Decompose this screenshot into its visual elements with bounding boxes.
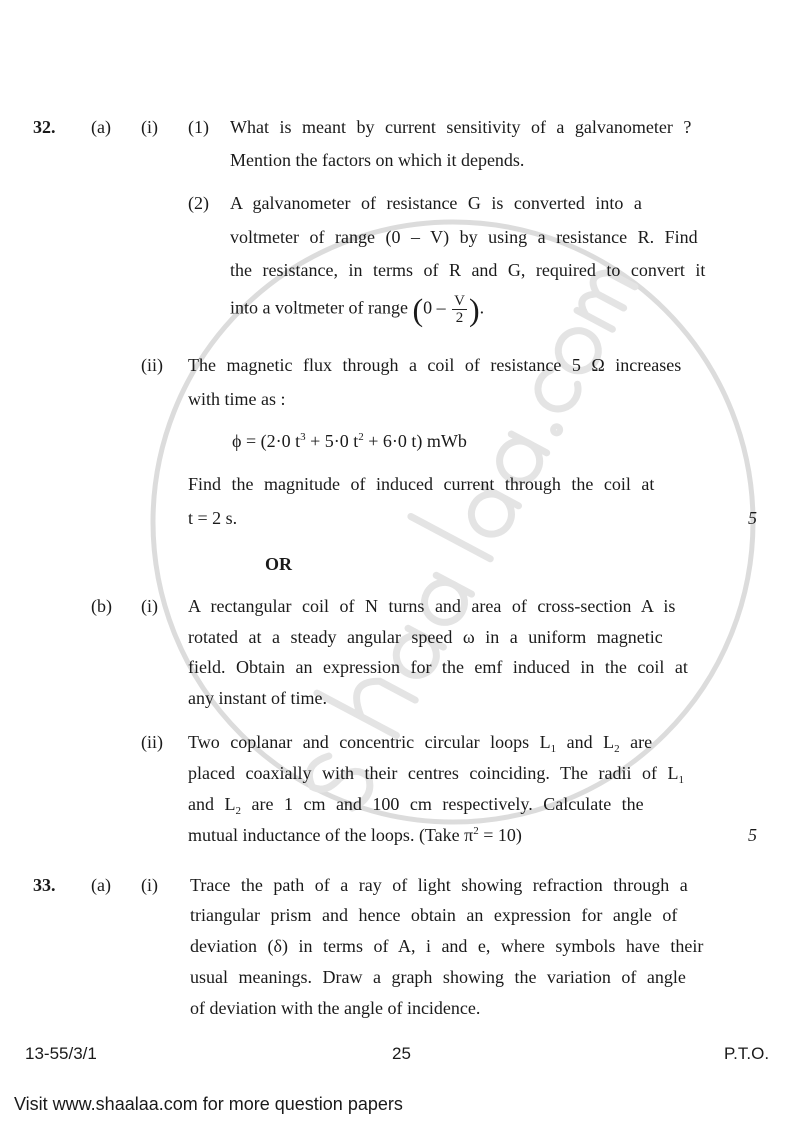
subscript: 1 <box>550 743 557 755</box>
paper-code: 13-55/3/1 <box>25 1044 97 1063</box>
question-number: 32. <box>33 117 56 137</box>
question-line: What is meant by current sensitivity of a galvanometer ? <box>230 117 692 137</box>
fraction-numerator: V <box>454 293 465 309</box>
question-line <box>188 731 652 753</box>
question-line: triangular prism and hence obtain an expression for angle of <box>190 905 678 925</box>
text: placed coaxially with their centres coinciding. The radii of L <box>188 763 679 783</box>
subscript: 2 <box>614 743 620 755</box>
text: are <box>619 732 653 752</box>
question-line: A rectangular coil of N turns and area of cross-section A is <box>188 596 676 616</box>
part-label: (a) <box>91 875 111 895</box>
question-line: any instant of time. <box>188 688 327 708</box>
question-line: The magnetic flux through a coil of resistance 5 Ω increases <box>188 355 682 375</box>
question-line: the resistance, in terms of R and G, required to convert it <box>230 260 706 280</box>
part-label: (b) <box>91 596 112 616</box>
paren-open: ( <box>412 291 424 328</box>
question-line: A galvanometer of resistance G is converted into a <box>230 193 642 213</box>
question-line: Mention the factors on which it depends. <box>230 150 525 170</box>
part-label: (a) <box>91 117 111 137</box>
question-line: t = 2 s. <box>188 508 238 528</box>
text: and L <box>556 732 615 752</box>
text: = 10) <box>478 825 522 845</box>
fraction-denominator: 2 <box>455 310 464 326</box>
question-number: 33. <box>33 875 56 895</box>
subpart-label: (ii) <box>141 355 163 375</box>
visit-link[interactable]: Visit www.shaalaa.com for more question papers <box>14 1094 403 1114</box>
formula-part: ϕ = (2·0 t <box>232 431 301 451</box>
formula-part: + 6·0 t) mWb <box>363 431 467 451</box>
question-line <box>188 793 644 815</box>
period: . <box>479 297 485 318</box>
question-line <box>230 293 484 326</box>
formula-exponent: 2 <box>358 431 364 443</box>
formula-exponent: 3 <box>300 431 306 443</box>
question-line: voltmeter of range (0 – V) by using a resistance R. Find <box>230 227 698 247</box>
question-line: Find the magnitude of induced current through the coil at <box>188 474 655 494</box>
question-line: Trace the path of a ray of light showing refraction through a <box>190 875 688 895</box>
line-text: into a voltmeter of range <box>230 297 408 318</box>
question-line: of deviation with the angle of incidence. <box>190 998 481 1018</box>
question-line: usual meanings. Draw a graph showing the variation of angle <box>190 967 686 987</box>
paren-close: ) <box>468 291 480 328</box>
item-label: (1) <box>188 117 209 137</box>
text: are 1 cm and 100 cm respectively. Calculate the <box>240 794 644 814</box>
question-line: field. Obtain an expression for the emf induced in the coil at <box>188 657 688 677</box>
question-line <box>188 762 684 784</box>
question-line: with time as : <box>188 389 286 409</box>
flux-formula <box>232 430 467 452</box>
watermark-logo <box>277 245 637 812</box>
text: and L <box>188 794 236 814</box>
fraction <box>452 293 467 326</box>
question-line <box>188 824 522 846</box>
subscript: 2 <box>235 805 241 817</box>
subpart-label: (i) <box>141 117 158 137</box>
superscript: 2 <box>473 825 479 837</box>
range-zero: 0 – <box>423 297 446 318</box>
page-number: 25 <box>392 1044 411 1063</box>
marks: 5 <box>748 825 757 845</box>
formula-part: + 5·0 t <box>305 431 359 451</box>
text: mutual inductance of the loops. (Take π <box>188 825 474 845</box>
or-separator: OR <box>265 554 292 574</box>
subscript: 1 <box>678 774 685 786</box>
pto-label: P.T.O. <box>724 1044 770 1063</box>
subpart-label: (ii) <box>141 732 163 752</box>
subpart-label: (i) <box>141 596 158 616</box>
text: Two coplanar and concentric circular loops L <box>188 732 551 752</box>
subpart-label: (i) <box>141 875 158 895</box>
question-line: deviation (δ) in terms of A, i and e, where symbols have their <box>190 936 704 956</box>
question-line: rotated at a steady angular speed ω in a uniform magnetic <box>188 627 663 647</box>
item-label: (2) <box>188 193 209 213</box>
marks: 5 <box>748 508 757 528</box>
